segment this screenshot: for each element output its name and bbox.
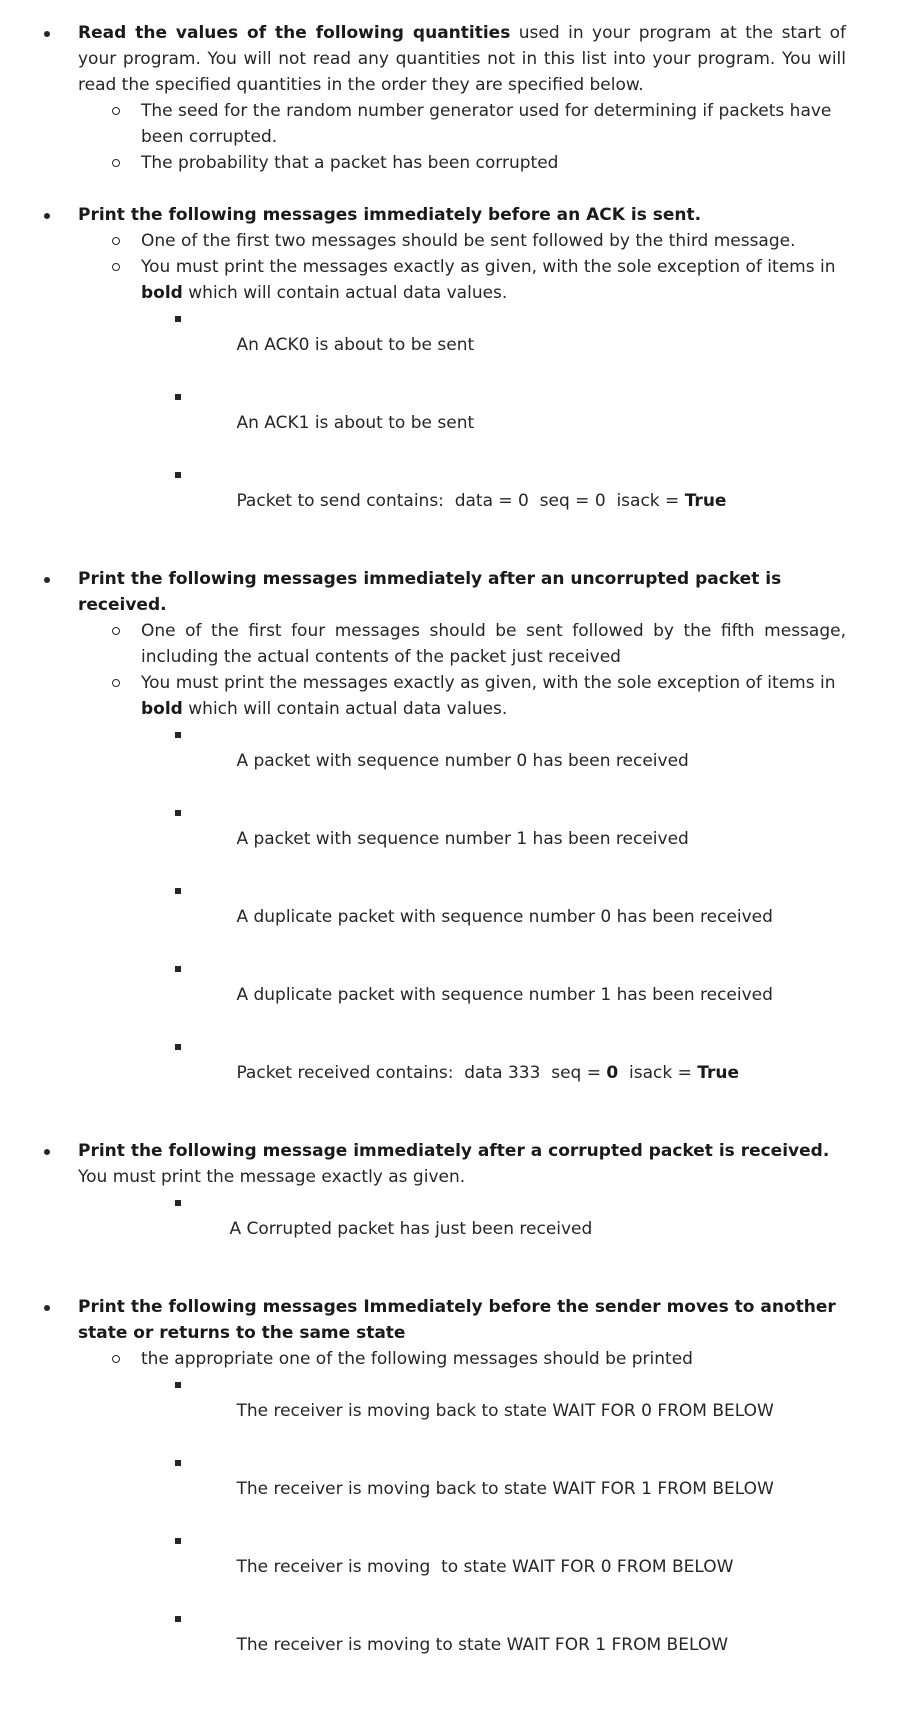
message-text: Packet received contains: data 333 seq = [236, 1063, 607, 1083]
sub-item-text: which will contain actual data values. [182, 283, 508, 303]
bullet-icon [44, 1149, 50, 1155]
message-text: A packet with sequence number 1 has been received [236, 829, 689, 849]
message-item [0, 1528, 898, 1606]
message-item [0, 1606, 898, 1684]
sub-bullet-item [0, 98, 898, 150]
sub-bullet-item [0, 228, 898, 254]
message-item [0, 878, 898, 956]
sub-item-text: the appropriate one of the following messages should be printed [141, 1349, 693, 1369]
section-heading: Print the following messages immediately after an uncorrupted packet is received. [78, 569, 782, 615]
message-item [0, 306, 898, 384]
section-read-values [0, 20, 898, 176]
message-text: A duplicate packet with sequence number 1 has been received [236, 985, 773, 1005]
sub-item-text: which will contain actual data values. [182, 699, 508, 719]
section-corrupted-message [0, 1138, 898, 1268]
section-heading: Print the following messages immediately before an ACK is sent. [78, 205, 702, 225]
section-heading: Print the following message immediately after a corrupted packet is received. [78, 1141, 830, 1161]
message-text: The receiver is moving back to state WAIT FOR 0 FROM BELOW [236, 1401, 774, 1421]
bullet-icon [44, 577, 50, 583]
sub-bullet-item [0, 254, 898, 306]
bold-word: bold [141, 283, 183, 303]
circle-bullet-icon [112, 107, 120, 115]
square-bullet-icon [175, 1460, 181, 1466]
message-text: A packet with sequence number 0 has been received [236, 751, 689, 771]
section-text: used in your program at the start of your program. You will not read any quantities not in this list into your program. You will read the specified quantities in the order they are specified below. [78, 23, 847, 95]
document-page [0, 20, 898, 1710]
square-bullet-icon [175, 1200, 181, 1206]
message-item [0, 800, 898, 878]
bullet-icon [44, 31, 50, 37]
message-item [0, 1034, 898, 1112]
sub-item-text: One of the first two messages should be sent followed by the third message. [141, 231, 796, 251]
square-bullet-icon [175, 472, 181, 478]
square-bullet-icon [175, 1044, 181, 1050]
sub-bullet-item [0, 618, 898, 670]
square-bullet-icon [175, 732, 181, 738]
section-heading: Print the following messages Immediately before the sender moves to another state or returns to the same state [78, 1297, 836, 1343]
message-text: The receiver is moving to state WAIT FOR 0 FROM BELOW [236, 1557, 734, 1577]
square-bullet-icon [175, 966, 181, 972]
square-bullet-icon [175, 316, 181, 322]
bullet-item [0, 202, 898, 228]
message-text: An ACK1 is about to be sent [236, 413, 475, 433]
sub-bullet-item [0, 150, 898, 176]
message-text: The receiver is moving back to state WAIT FOR 1 FROM BELOW [236, 1479, 774, 1499]
bold-value: True [684, 491, 727, 511]
sub-bullet-item [0, 670, 898, 722]
message-item [0, 1372, 898, 1450]
message-item [0, 956, 898, 1034]
section-heading: Read the values of the following quantities [78, 23, 511, 43]
circle-bullet-icon [112, 263, 120, 271]
bullet-item [0, 1138, 898, 1190]
message-text: The receiver is moving to state WAIT FOR 1 FROM BELOW [236, 1635, 729, 1655]
message-text: An ACK0 is about to be sent [236, 335, 475, 355]
circle-bullet-icon [112, 679, 120, 687]
sub-item-text: You must print the messages exactly as given, with the sole exception of items in [141, 257, 836, 277]
section-state-messages [0, 1294, 898, 1684]
bullet-item [0, 566, 898, 618]
circle-bullet-icon [112, 1355, 120, 1363]
section-ack-messages [0, 202, 898, 540]
message-item [0, 462, 898, 540]
message-text: A duplicate packet with sequence number 0 has been received [236, 907, 773, 927]
circle-bullet-icon [112, 159, 120, 167]
bold-value: True [697, 1063, 740, 1083]
sub-item-text: One of the first four messages should be sent followed by the fifth message, including the actual contents of the packet just received [141, 621, 846, 667]
square-bullet-icon [175, 810, 181, 816]
message-item [0, 384, 898, 462]
circle-bullet-icon [112, 627, 120, 635]
bullet-item [0, 1294, 898, 1346]
square-bullet-icon [175, 888, 181, 894]
section-uncorrupted-messages [0, 566, 898, 1112]
sub-item-text: The probability that a packet has been corrupted [141, 153, 559, 173]
circle-bullet-icon [112, 237, 120, 245]
sub-bullet-item [0, 1346, 898, 1372]
message-text: isack = [618, 1063, 698, 1083]
bold-word: bold [141, 699, 183, 719]
bold-value: 0 [606, 1063, 619, 1083]
section-text: You must print the message exactly as given. [78, 1167, 466, 1187]
sub-item-text: The seed for the random number generator used for determining if packets have been corrupted. [141, 101, 832, 147]
bullet-icon [44, 213, 50, 219]
sub-item-text: You must print the messages exactly as given, with the sole exception of items in [141, 673, 836, 693]
message-item [0, 722, 898, 800]
message-item [0, 1190, 898, 1268]
bullet-item [0, 20, 898, 98]
square-bullet-icon [175, 1382, 181, 1388]
bullet-icon [44, 1305, 50, 1311]
square-bullet-icon [175, 394, 181, 400]
square-bullet-icon [175, 1538, 181, 1544]
message-item [0, 1450, 898, 1528]
message-text: A Corrupted packet has just been received [229, 1219, 593, 1239]
message-text: Packet to send contains: data = 0 seq = 0 isack = [236, 491, 685, 511]
square-bullet-icon [175, 1616, 181, 1622]
